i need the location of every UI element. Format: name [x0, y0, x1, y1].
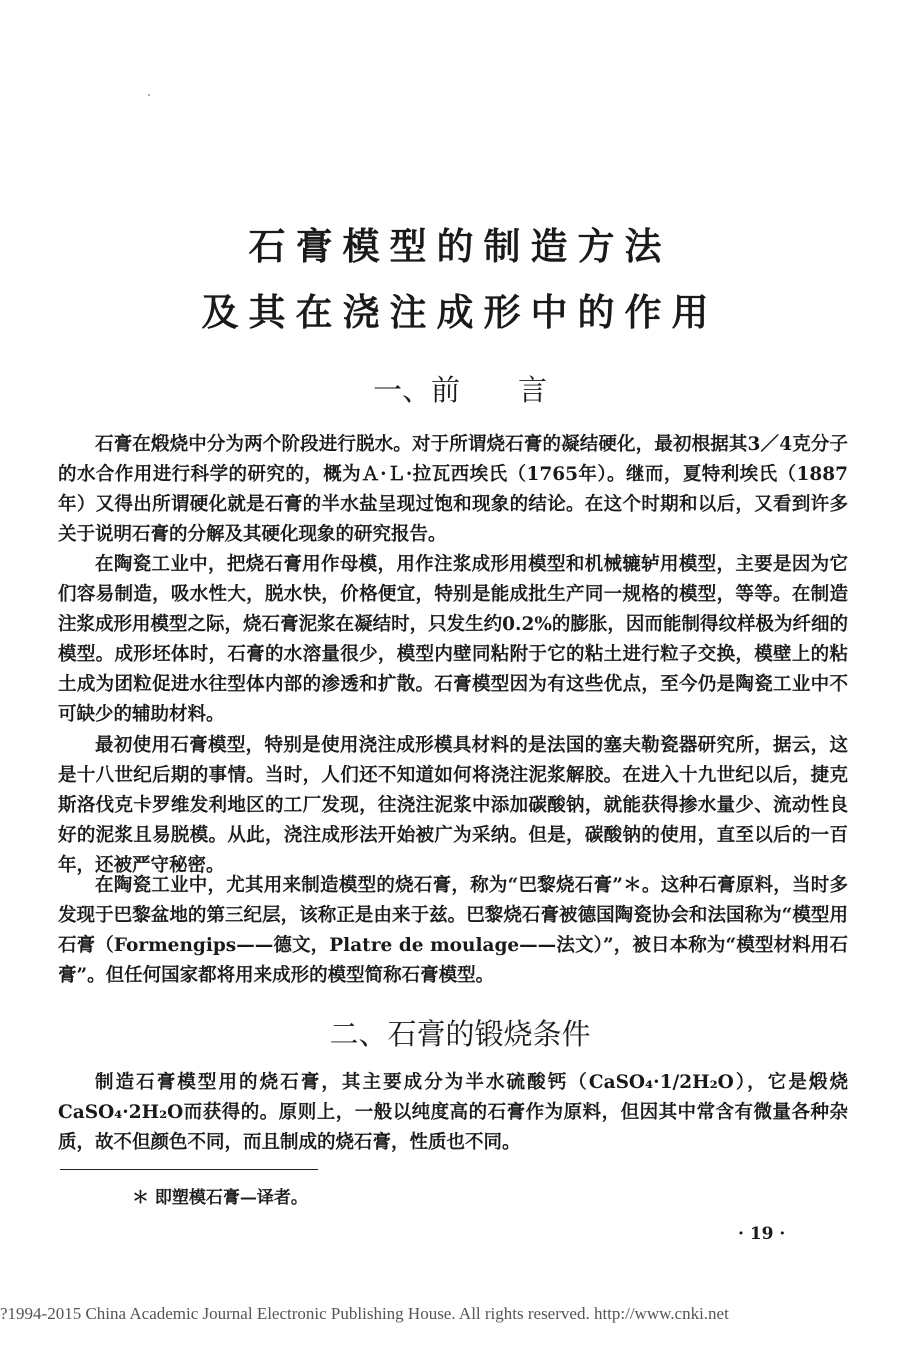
- scan-speck: [148, 94, 150, 96]
- footnote: ＊ 即塑模石膏—译者。: [132, 1188, 308, 1208]
- page-number: · 19 ·: [738, 1224, 786, 1244]
- section-heading-preface: 一、前 言: [372, 373, 547, 407]
- paragraph: 最初使用石膏模型，特别是使用浇注成形模具材料的是法国的塞夫勒瓷器研究所，据云，这是十八世纪后期的事情。当时，人们还不知道如何将浇注泥浆解胶。在进入十九世纪以后，捷克斯洛伐克卡罗维发利地区的工厂发现，往浇注泥浆中添加碳酸钠，就能获得掺水量少、流动性良好的泥浆且易脱模。从此，浇注成形法开始被广为采纳。但是，碳酸钠的使用，直至以后的一百年，还被严守秘密。: [58, 735, 848, 876]
- article-title-line-1: 石膏模型的制造方法: [248, 224, 672, 268]
- paragraph: 在陶瓷工业中，尤其用来制造模型的烧石膏，称为“巴黎烧石膏”＊。这种石膏原料，当时多发现于巴黎盆地的第三纪层，该称正是由来于兹。巴黎烧石膏被德国陶瓷协会和法国称为“模型用石膏（Formengips——德文，Platre de moulage——法文）”，被日本称为“模型材料用石膏”。但任何国家都将用来成形的模型简称石膏模型。: [58, 875, 848, 986]
- copyright-line: ?1994-2015 China Academic Journal Electronic Publishing House. All rights reserved. http://www.cnki.net: [0, 1304, 729, 1323]
- footnote-divider: [60, 1169, 318, 1170]
- paragraph: 在陶瓷工业中，把烧石膏用作母模，用作注浆成形用模型和机械辘轳用模型，主要是因为它们容易制造，吸水性大，脱水快，价格便宜，特别是能成批生产同一规格的模型，等等。在制造注浆成形用模型之际，烧石膏泥浆在凝结时，只发生约0.2%的膨胀，因而能制得纹样极为纤细的模型。成形坯体时，石膏的水溶量很少，模型内壁同粘附于它的粘土进行粒子交换，模壁上的粘土成为团粒促进水往型体内部的渗透和扩散。石膏模型因为有这些优点，至今仍是陶瓷工业中不可缺少的辅助材料。: [58, 554, 848, 725]
- section-heading-calcination: 二、石膏的锻烧条件: [329, 1017, 591, 1051]
- paragraph: 石膏在煅烧中分为两个阶段进行脱水。对于所谓烧石膏的凝结硬化，最初根据其3／4克分子的水合作用进行科学的研究的，概为Ａ·Ｌ·拉瓦西埃氏（1765年）。继而，夏特利埃氏（1887年）又得出所谓硬化就是石膏的半水盐呈现过饱和现象的结论。在这个时期和以后，又看到许多关于说明石膏的分解及其硬化现象的研究报告。: [58, 434, 848, 545]
- paragraph: 制造石膏模型用的烧石膏，其主要成分为半水硫酸钙（CaSO₄·1/2H₂O），它是煅烧CaSO₄·2H₂O而获得的。原则上，一般以纯度高的石膏作为原料，但因其中常含有微量各种杂质，故不但颜色不同，而且制成的烧石膏，性质也不同。: [58, 1072, 848, 1153]
- article-title-line-2: 及其在浇注成形中的作用: [201, 290, 719, 334]
